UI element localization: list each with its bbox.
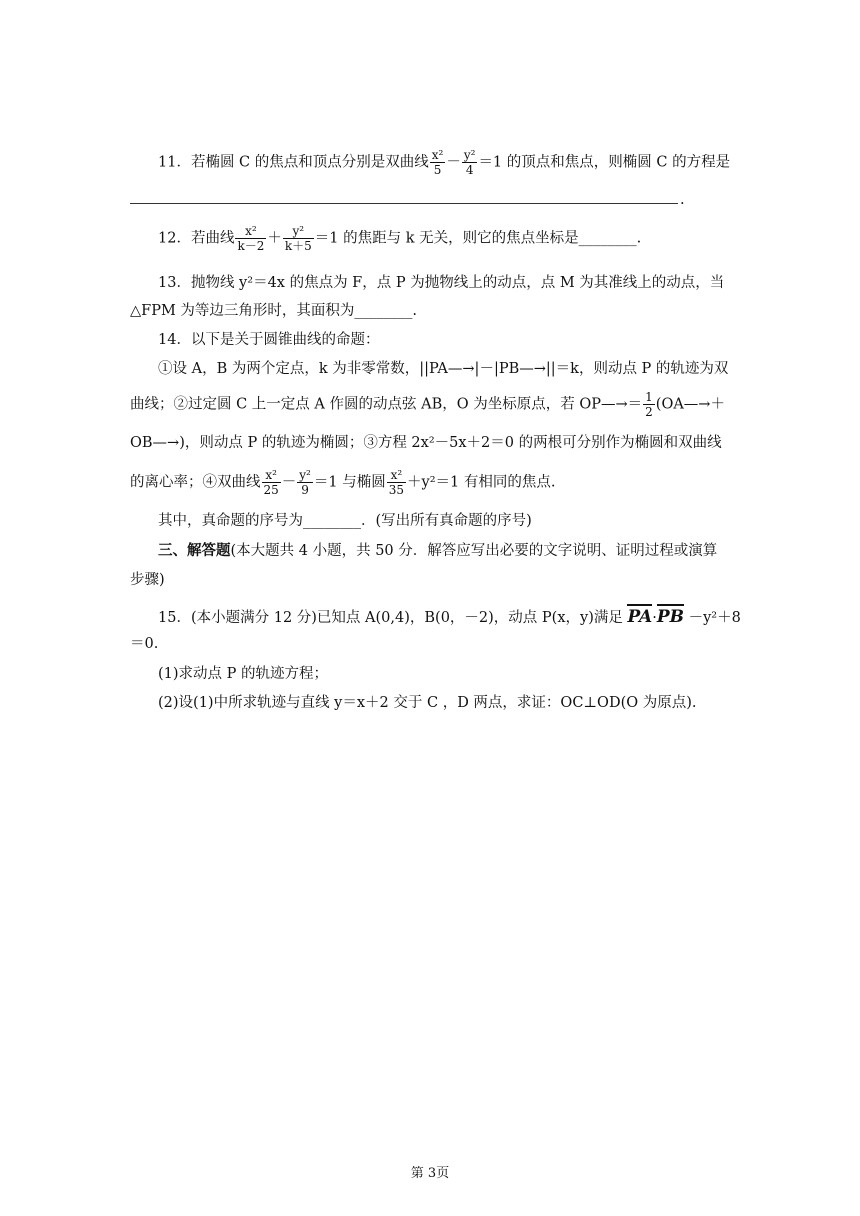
numerator: x² [262,468,281,483]
problem-12-line1 [130,224,758,253]
numerator: y² [299,468,311,482]
fraction [283,224,314,253]
problem-15-line1 [130,603,758,629]
numerator: x² [387,468,406,483]
fraction [235,224,266,253]
section-3-heading [130,540,758,562]
denominator: 2 [645,405,653,419]
problem-14-line4: OB—→)，则动点 P 的轨迹为椭圆；③方程 2x²－5x＋2＝0 的两根可分别作为椭圆和双曲线 [130,435,722,451]
denominator: 5 [433,163,442,177]
denominator: 25 [263,483,279,497]
problem-15-q1: (1)求动点 P 的轨迹方程； [158,666,329,682]
numerator: y² [463,148,476,162]
p15-text: 15．(本小题满分 12 分)已知点 A(0,4)，B(0，－2)，动点 P(x，y)满足 [158,610,623,626]
answer-blank-line [130,203,678,204]
p11-end: . [680,192,685,208]
problem-14-line5 [130,468,730,497]
denominator: k－2 [237,239,265,253]
problem-11-line1 [130,148,758,177]
problem-15-line2: ＝0. [130,636,159,652]
p14-text-2: (OA—→＋ [655,396,725,413]
fraction [462,148,478,177]
vector-pb: PB [657,603,684,628]
problem-13-line2: △FPM 为等边三角形时，其面积为________. [130,303,418,319]
section-desc: (本大题共 4 小题，共 50 分．解答应写出必要的文字说明、证明过程或演算 [230,543,718,559]
p15-text-2: －y²＋8 [688,610,741,626]
problem-14-line2: ①设 A，B 为两个定点，k 为非零常数，||PA—→|－|PB—→||＝k，则动点 P 的轨迹为双 [158,361,729,377]
operator: － [281,474,297,491]
p14-text: 曲线；②过定圆 C 上一定点 A 作圆的动点弦 AB，O 为坐标原点，若 OP—→＝ [130,396,643,413]
denominator: 35 [388,483,404,497]
denominator: k＋5 [284,239,312,253]
problem-14-line3 [130,390,730,419]
p12-text-2: ＝1 的焦距与 k 无关，则它的焦点坐标是________. [314,230,642,247]
operator: ＋ [267,230,282,247]
numerator: 1 [645,390,653,404]
p14-text-5: ＋y²＝1 有相同的焦点. [407,474,556,491]
page-number: 第 3页 [410,1166,450,1181]
fraction [387,468,406,497]
fraction [430,148,446,177]
p11-text: 11．若椭圆 C 的焦点和顶点分别是双曲线 [158,154,429,171]
p14-text-4: ＝1 与椭圆 [313,474,386,491]
problem-13-line1: 13．抛物线 y²＝4x 的焦点为 F，点 P 为抛物线上的动点，点 M 为其准线上的动点，当 [158,275,725,291]
vector-pa: PA [627,603,652,628]
operator: · [652,610,657,626]
numerator: x² [431,148,444,162]
denominator: 9 [301,483,309,497]
operator: － [446,154,461,171]
fraction [297,468,313,497]
numerator: y² [283,224,314,239]
p11-text-2: ＝1 的顶点和焦点，则椭圆 C 的方程是 [478,154,731,171]
numerator: x² [235,224,266,239]
p12-text: 12．若曲线 [158,230,235,247]
section-title: 三、解答题 [158,542,231,559]
denominator: 4 [465,163,474,177]
fraction [262,468,281,497]
p14-text-3: 的离心率；④双曲线 [130,474,261,491]
problem-14-line1: 14．以下是关于圆锥曲线的命题： [158,332,380,348]
fraction [643,390,655,419]
section-3-line2: 步骤) [130,572,165,588]
problem-15-q2: (2)设(1)中所求轨迹与直线 y＝x＋2 交于 C ，D 两点，求证：OC⊥OD(O 为原点). [158,695,697,711]
problem-14-line6: 其中，真命题的序号为________．(写出所有真命题的序号) [158,513,532,529]
